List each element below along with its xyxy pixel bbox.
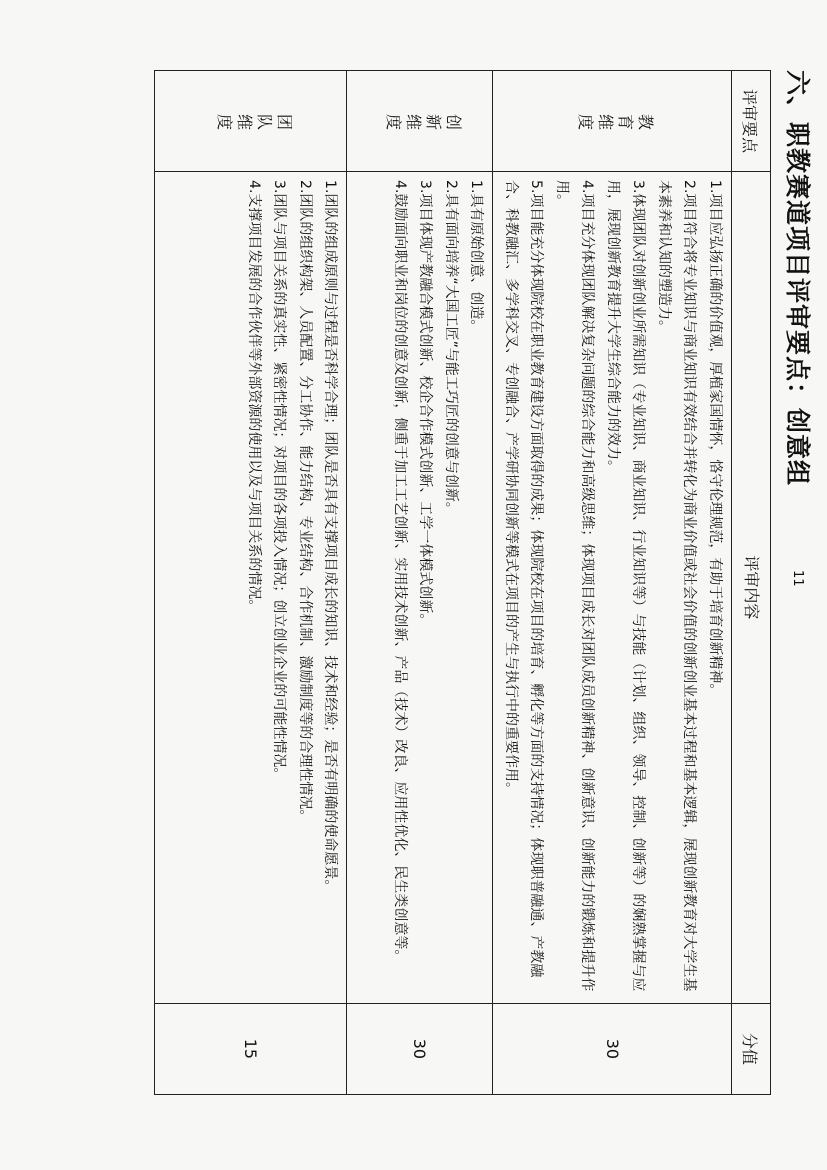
header-score: 分值	[732, 1003, 771, 1094]
criterion-item: 2.项目符合将专业知识与商业知识有效结合并转化为商业价值或社会价值的创新创业基本过程和基本逻辑，展现创新教育对大学生基本素养和认知的塑造力。	[656, 180, 698, 992]
page-title: 六、职教赛道项目评审要点：创意组	[783, 70, 812, 487]
content-cell	[155, 172, 347, 1004]
criterion-item: 1.项目应弘扬正确的价值观，厚植家国情怀，恪守伦理规范，有助于培育创新精神。	[707, 180, 723, 698]
table-row	[347, 71, 493, 1095]
page-number: 11	[790, 570, 805, 587]
dimension-cell	[493, 71, 732, 172]
criterion-item: 3.体现团队对创新创业所需知识（专业知识、商业知识、行业知识等）与技能（计划、组织、领导、控制、创新等）的娴熟掌握与应用，展现创新教育提升大学生综合能力的效力。	[605, 180, 647, 992]
criterion-item: 3.项目体现产教融合模式创新、校企合作模式创新、工学一体模式创新。	[417, 180, 434, 628]
score-cell: 15	[155, 1003, 347, 1094]
criterion-item: 2.团队的组织构架、人员配置、分工协作、能力结构、专业结构、合作机制、激励制度等的合理性情况。	[297, 180, 313, 824]
header-review-content: 评审内容	[732, 172, 771, 1004]
dimension-cell	[347, 71, 493, 172]
criterion-item: 5.项目能充分体现院校在职业教育建设方面取得的成果；体现院校在项目的培育、孵化等方面的支持情况；体现职普融通、产教融合、科教融汇、多学科交叉、专创融合、产学研协同创新等模式在项目的产生与执行中的重要作用。	[503, 180, 545, 978]
dimension-cell	[155, 71, 347, 172]
table-row	[155, 71, 347, 1095]
content-cell	[347, 172, 493, 1004]
criterion-item: 4.支撑项目发展的合作伙伴等外部资源的使用以及与项目关系的情况。	[246, 180, 262, 614]
criterion-item: 4.鼓励面向职业和岗位的创意及创新，侧重于加工工艺创新、实用技术创新、产品（技术）改良、应用性优化、民生类创意等。	[392, 180, 408, 964]
header-review-points: 评审要点	[732, 71, 771, 172]
dimension-label: 教育维度	[574, 111, 655, 131]
criterion-item: 2.具有面向培养“大国工匠”与能工巧匠的创意与创新。	[443, 180, 459, 516]
criterion-item: 1.团队的组成原则与过程是否科学合理；团队是否具有支撑项目成长的知识、技术和经验；是否有明确的使命愿景。	[322, 180, 339, 894]
dimension-label: 创新维度	[382, 111, 462, 131]
criterion-item: 3.团队与项目关系的真实性、紧密性情况；对项目的各项投入情况；创立创业企业的可能性情况。	[271, 180, 288, 782]
score-cell: 30	[347, 1003, 493, 1094]
content-cell	[493, 172, 732, 1004]
score-cell: 30	[493, 1003, 732, 1094]
table-row	[493, 71, 732, 1095]
criterion-item: 1.具有原始创意、创造。	[468, 180, 485, 334]
criterion-item: 4.项目充分体现团队解决复杂问题的综合能力和高级思维；体现项目成长对团队成员创新精神、创新意识、创新能力的锻炼和提升作用。	[554, 180, 596, 992]
dimension-label: 团队维度	[213, 111, 293, 131]
review-table	[155, 70, 772, 1095]
table-header-row	[732, 71, 771, 1095]
